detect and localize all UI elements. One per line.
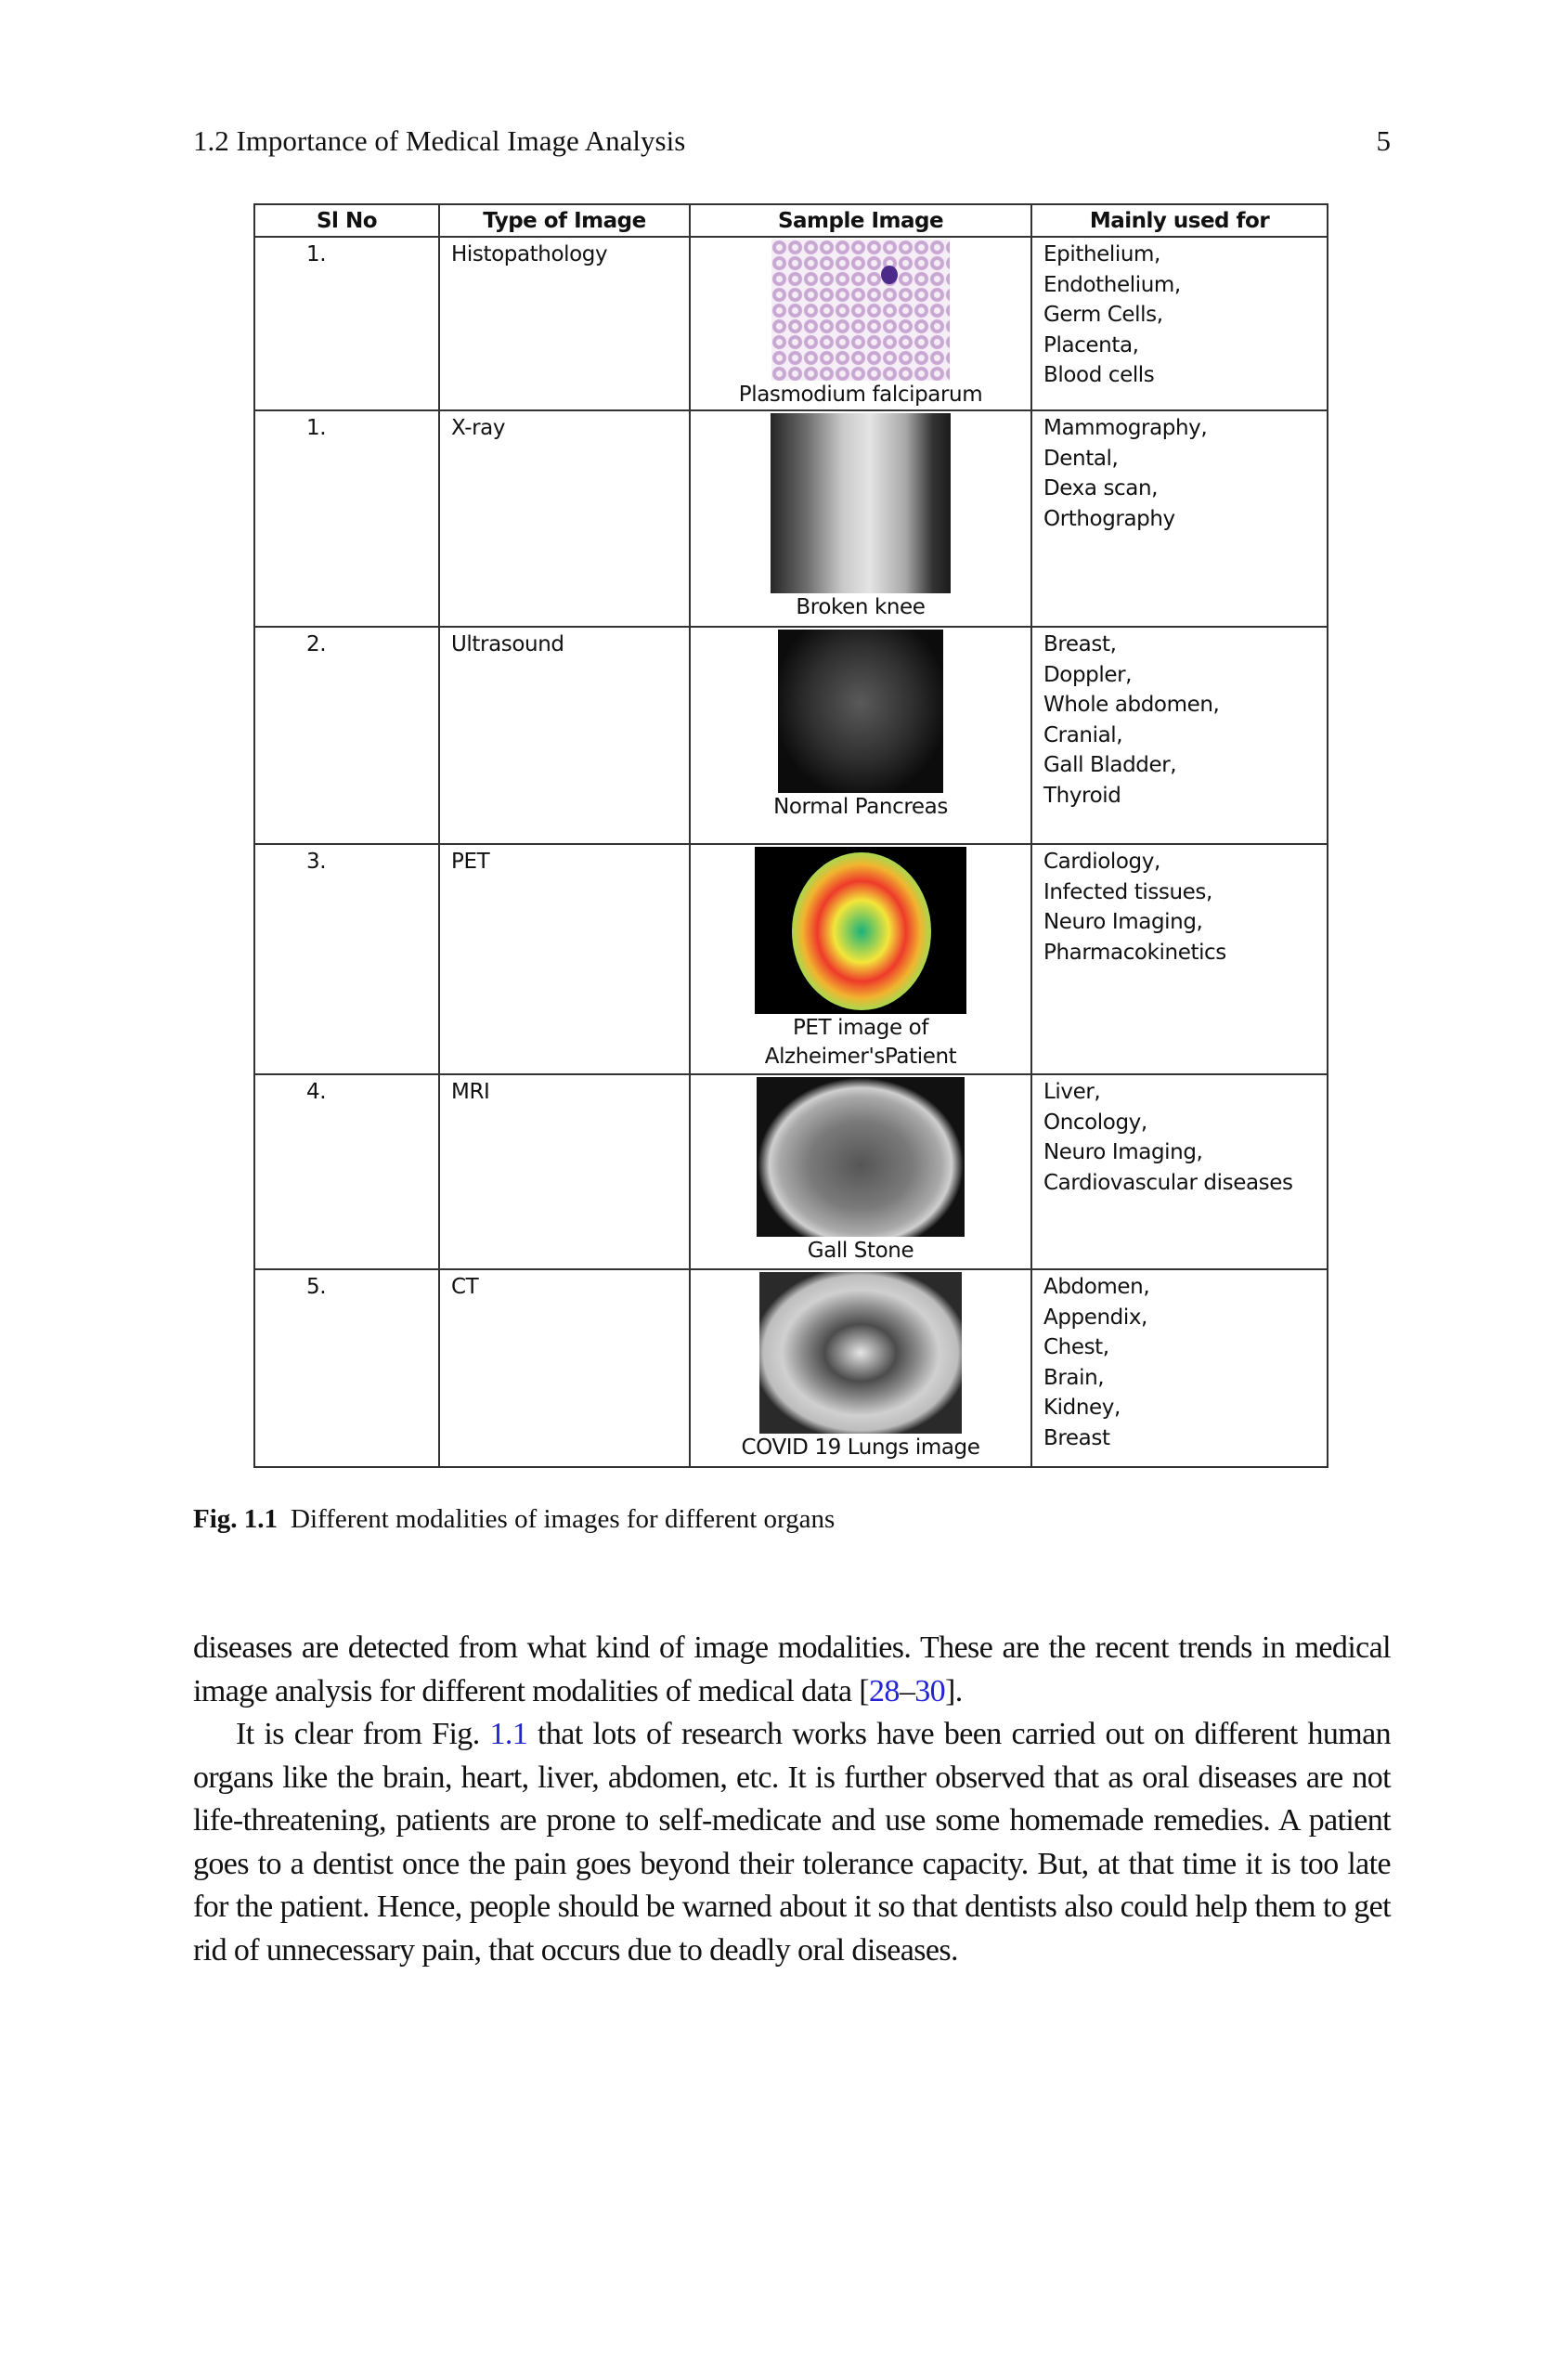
type-cell: Histopathology [439, 237, 690, 410]
uses-cell [1031, 237, 1328, 410]
uses-cell [1031, 1269, 1328, 1467]
sample-image-cell [690, 1074, 1031, 1269]
use-item: Blood cells [1043, 363, 1155, 387]
use-item: Epithelium, [1043, 242, 1160, 266]
image-caption-line2: Alzheimer'sPatient [764, 1045, 957, 1069]
figure-caption [193, 1504, 835, 1535]
modalities-table [253, 203, 1328, 1468]
header-sample-image: Sample Image [690, 204, 1031, 237]
uses-cell [1031, 844, 1328, 1074]
use-item: Neuro Imaging, [1043, 1140, 1203, 1164]
paragraph [193, 1713, 1391, 1972]
paragraph-text: that lots of research works have been carried out on different human organs like the brain, heart, liver, abdomen, etc. It is further observed that as oral diseases are not life-threatening, patients are prone to self-medicate and use some homemade remedies. A patient goes to a dentist once the pain goes beyond their tolerance capacity. But, at that time it is too late for the patient. Hence, people should be warned about it so that dentists also could help them to get rid of unnecessary pain, that occurs due to deadly oral diseases. [193, 1717, 1392, 1968]
use-item: Appendix, [1043, 1305, 1147, 1330]
use-item: Abdomen, [1043, 1275, 1150, 1299]
ultrasound-image [778, 630, 943, 793]
uses-cell [1031, 410, 1328, 627]
paragraph [193, 1627, 1391, 1713]
table-row [254, 237, 1328, 410]
sl-no-cell: 1. [254, 410, 439, 627]
use-item: Breast [1043, 1425, 1110, 1450]
table-row [254, 410, 1328, 627]
xray-image [771, 413, 951, 593]
citation-link-30[interactable]: 30 [914, 1673, 946, 1708]
uses-cell [1031, 1074, 1328, 1269]
type-cell: CT [439, 1269, 690, 1467]
use-item: Kidney, [1043, 1396, 1121, 1420]
header-type-of-image: Type of Image [439, 204, 690, 237]
pet-image [755, 847, 966, 1014]
sl-no-cell: 1. [254, 237, 439, 410]
figure-reference-link[interactable]: 1.1 [489, 1717, 528, 1751]
table-row [254, 1074, 1328, 1269]
use-item: Cardiovascular diseases [1043, 1170, 1293, 1195]
sl-no-cell: 2. [254, 627, 439, 844]
histopathology-image [771, 240, 950, 381]
uses-cell [1031, 627, 1328, 844]
use-item: Brain, [1043, 1365, 1105, 1390]
use-item: Doppler, [1043, 662, 1133, 687]
mri-image [757, 1077, 965, 1237]
sl-no-cell: 3. [254, 844, 439, 1074]
table-row [254, 1269, 1328, 1467]
ct-image [759, 1272, 962, 1434]
use-item: Thyroid [1043, 783, 1121, 808]
citation-range-dash: – [899, 1673, 915, 1708]
use-item: Mammography, [1043, 416, 1208, 440]
sample-image-cell [690, 844, 1031, 1074]
running-head [193, 124, 1391, 162]
paragraph-text: diseases are detected from what kind of image modalities. These are the recent trends in medical image analysis for different modalities of medical data [ [193, 1630, 1391, 1708]
body-text [193, 1627, 1391, 1972]
use-item: Chest, [1043, 1335, 1109, 1359]
sl-no-cell: 5. [254, 1269, 439, 1467]
use-item: Liver, [1043, 1080, 1101, 1104]
image-caption: Broken knee [796, 595, 926, 619]
use-item: Oncology, [1043, 1110, 1147, 1135]
sample-image-cell [690, 410, 1031, 627]
use-item: Placenta, [1043, 332, 1139, 357]
type-cell: X-ray [439, 410, 690, 627]
parasite-cell [881, 266, 898, 284]
use-item: Cranial, [1043, 722, 1123, 747]
use-item: Endothelium, [1043, 272, 1181, 297]
figure-caption-text: Different modalities of images for different organs [291, 1504, 836, 1534]
paragraph-text: ]. [945, 1673, 963, 1708]
header-mainly-used-for: Mainly used for [1031, 204, 1328, 237]
paragraph-text: It is clear from Fig. [236, 1717, 490, 1751]
use-item: Dental, [1043, 446, 1119, 471]
use-item: Germ Cells, [1043, 303, 1163, 327]
sample-image-cell [690, 1269, 1031, 1467]
image-caption: Plasmodium falciparum [738, 383, 983, 407]
use-item: Neuro Imaging, [1043, 910, 1203, 934]
type-cell: Ultrasound [439, 627, 690, 844]
use-item: Whole abdomen, [1043, 693, 1220, 717]
image-caption: COVID 19 Lungs image [741, 1435, 980, 1460]
use-item: Gall Bladder, [1043, 753, 1177, 777]
use-item: Pharmacokinetics [1043, 940, 1226, 965]
pet-brain-scan [792, 852, 931, 1010]
image-caption: Normal Pancreas [773, 795, 948, 819]
section-title: 1.2 Importance of Medical Image Analysis [193, 124, 686, 157]
use-item: Orthography [1043, 506, 1175, 531]
use-item: Breast, [1043, 632, 1117, 656]
sl-no-cell: 4. [254, 1074, 439, 1269]
image-caption: PET image of [792, 1016, 929, 1040]
sample-image-cell [690, 627, 1031, 844]
image-caption: Gall Stone [807, 1239, 914, 1263]
use-item: Cardiology, [1043, 850, 1160, 874]
type-cell: PET [439, 844, 690, 1074]
table-row [254, 844, 1328, 1074]
use-item: Dexa scan, [1043, 476, 1159, 500]
use-item: Infected tissues, [1043, 879, 1212, 904]
citation-link-28[interactable]: 28 [869, 1673, 900, 1708]
header-sl-no: Sl No [254, 204, 439, 237]
table-row [254, 627, 1328, 844]
page-number: 5 [1376, 124, 1391, 157]
figure-label: Fig. 1.1 [193, 1504, 279, 1534]
sample-image-cell [690, 237, 1031, 410]
table-header-row [254, 204, 1328, 237]
type-cell: MRI [439, 1074, 690, 1269]
